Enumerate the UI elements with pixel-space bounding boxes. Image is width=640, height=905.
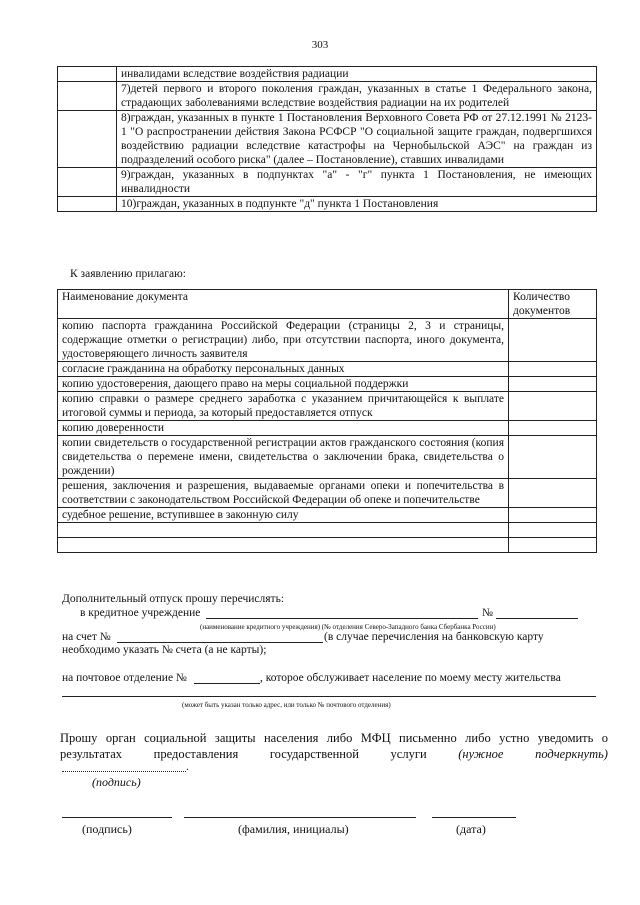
category-marker-cell[interactable] xyxy=(58,67,117,82)
category-row xyxy=(58,111,597,168)
document-name: копию паспорта гражданина Российской Федерации (страницы 2, 3 и страницы, содержащие отметки о регистрации) либо, при отсутствии паспорта, иного документа, удостоверяющего личность заявителя xyxy=(58,319,509,362)
payment-intro: Дополнительный отпуск прошу перечислять: xyxy=(62,593,285,605)
document-count-cell[interactable] xyxy=(509,479,597,508)
bank-label: в кредитное учреждение xyxy=(80,607,201,619)
category-marker-cell[interactable] xyxy=(58,168,117,197)
notify-word-needed: (нужное xyxy=(458,747,504,761)
document-row xyxy=(58,421,597,436)
category-marker-cell[interactable] xyxy=(58,197,117,212)
notify-word-state: государственной xyxy=(269,747,359,761)
attachments-label: К заявлению прилагаю: xyxy=(70,268,186,280)
document-name: судебное решение, вступившее в законную силу xyxy=(58,508,509,523)
documents-table-header xyxy=(58,290,597,319)
signature-field[interactable] xyxy=(62,817,172,818)
document-name: копии свидетельств о государственной регистрации актов гражданского состояния (копия свидетельства о перемене имени, свидетельства о заключении брака, свидетельства о рождении) xyxy=(58,436,509,479)
notify-word-service: услуги xyxy=(390,747,427,761)
bank-name-field[interactable] xyxy=(206,618,478,619)
address-field[interactable] xyxy=(62,696,596,697)
document-row xyxy=(58,319,597,362)
signature-caption: (подпись) xyxy=(82,822,132,836)
document-row xyxy=(58,479,597,508)
document-count-cell[interactable] xyxy=(509,362,597,377)
category-marker-cell[interactable] xyxy=(58,111,117,168)
header-document-name: Наименование документа xyxy=(58,290,509,319)
category-text: 8)граждан, указанных в пункте 1 Постановления Верховного Совета РФ от 27.12.1991 № 2123-1 "О распространении действия Закона РСФСР "О социальной защите граждан, подвергшихся воздействию радиации вследствие катастрофы на Чернобыльской АЭС" на граждан из подразделений особого риска" (далее – Постановление), ставших инвалидами xyxy=(117,111,597,168)
account-note-continued: необходимо указать № счета (а не карты); xyxy=(62,644,267,656)
full-name-caption: (фамилия, инициалы) xyxy=(238,822,349,836)
document-count-cell[interactable] xyxy=(509,392,597,421)
category-table xyxy=(57,66,597,212)
account-label: на счет № xyxy=(62,631,111,643)
notify-signature-caption: (подпись) xyxy=(92,775,141,789)
category-text: инвалидами вследствие воздействия радиации xyxy=(117,67,597,82)
document-row xyxy=(58,523,597,538)
category-row xyxy=(58,67,597,82)
document-row xyxy=(58,538,597,553)
header-document-count: Количество документов xyxy=(509,290,597,319)
document-name xyxy=(58,523,509,538)
document-name: решения, заключения и разрешения, выдаваемые органами опеки и попечительства в соответствии с законодательством Российской Федерации об опеке и попечительстве xyxy=(58,479,509,508)
address-field-hint: (может быть указан только адрес, или только № почтового отделения) xyxy=(182,701,391,709)
document-count-cell[interactable] xyxy=(509,538,597,553)
category-marker-cell[interactable] xyxy=(58,82,117,111)
document-name: копию справки о размере среднего заработка с указанием причитающейся к выплате итоговой суммы и периода, за который предоставляется отпуск xyxy=(58,392,509,421)
notification-line-2 xyxy=(60,746,608,762)
date-caption: (дата) xyxy=(456,822,486,836)
notify-word-provision: предоставления xyxy=(153,747,239,761)
document-row xyxy=(58,508,597,523)
notify-word-results: результатах xyxy=(60,747,123,761)
document-name: копию удостоверения, дающего право на меры социальной поддержки xyxy=(58,377,509,392)
document-row xyxy=(58,392,597,421)
document-name xyxy=(58,538,509,553)
document-count-cell[interactable] xyxy=(509,377,597,392)
document-row xyxy=(58,377,597,392)
category-text: 10)граждан, указанных в подпункте "д" пункта 1 Постановления xyxy=(117,197,597,212)
category-text: 7)детей первого и второго поколения граждан, указанных в статье 1 Федерального закона, страдающих заболеваниями вследствие воздействия радиации на их родителей xyxy=(117,82,597,111)
category-row xyxy=(58,168,597,197)
post-office-label: на почтовое отделение № xyxy=(62,672,187,684)
page-number: 303 xyxy=(311,39,329,51)
category-row xyxy=(58,197,597,212)
category-text: 9)граждан, указанных в подпунктах "а" - "г" пункта 1 Постановления, не имеющих инвалидности xyxy=(117,168,597,197)
document-row xyxy=(58,362,597,377)
documents-table xyxy=(57,289,597,553)
category-row xyxy=(58,82,597,111)
account-note: (в случае перечисления на банковскую карту xyxy=(324,631,544,643)
document-count-cell[interactable] xyxy=(509,319,597,362)
date-field[interactable] xyxy=(432,817,516,818)
bank-number-sign: № xyxy=(482,607,493,619)
notify-signature-dot: . xyxy=(186,761,189,773)
document-count-cell[interactable] xyxy=(509,523,597,538)
document-name: согласие гражданина на обработку персональных данных xyxy=(58,362,509,377)
document-row xyxy=(58,436,597,479)
bank-branch-field[interactable] xyxy=(496,618,578,619)
document-name: копию доверенности xyxy=(58,421,509,436)
notification-request xyxy=(60,730,608,762)
document-count-cell[interactable] xyxy=(509,436,597,479)
full-name-field[interactable] xyxy=(184,817,416,818)
notification-line-1: Прошу орган социальной защиты населения либо МФЦ письменно либо устно уведомить о xyxy=(60,731,608,745)
post-office-suffix: , которое обслуживает население по моему месту жительства xyxy=(260,672,561,684)
notify-signature-field[interactable] xyxy=(62,771,186,772)
notify-word-underline: подчеркнуть) xyxy=(535,747,608,761)
bank-field-hint: (наименование кредитного учреждения) (№ отделения Северо-Западного банка Сбербанка России) xyxy=(200,623,496,631)
document-count-cell[interactable] xyxy=(509,421,597,436)
document-count-cell[interactable] xyxy=(509,508,597,523)
post-office-number-field[interactable] xyxy=(194,683,260,684)
